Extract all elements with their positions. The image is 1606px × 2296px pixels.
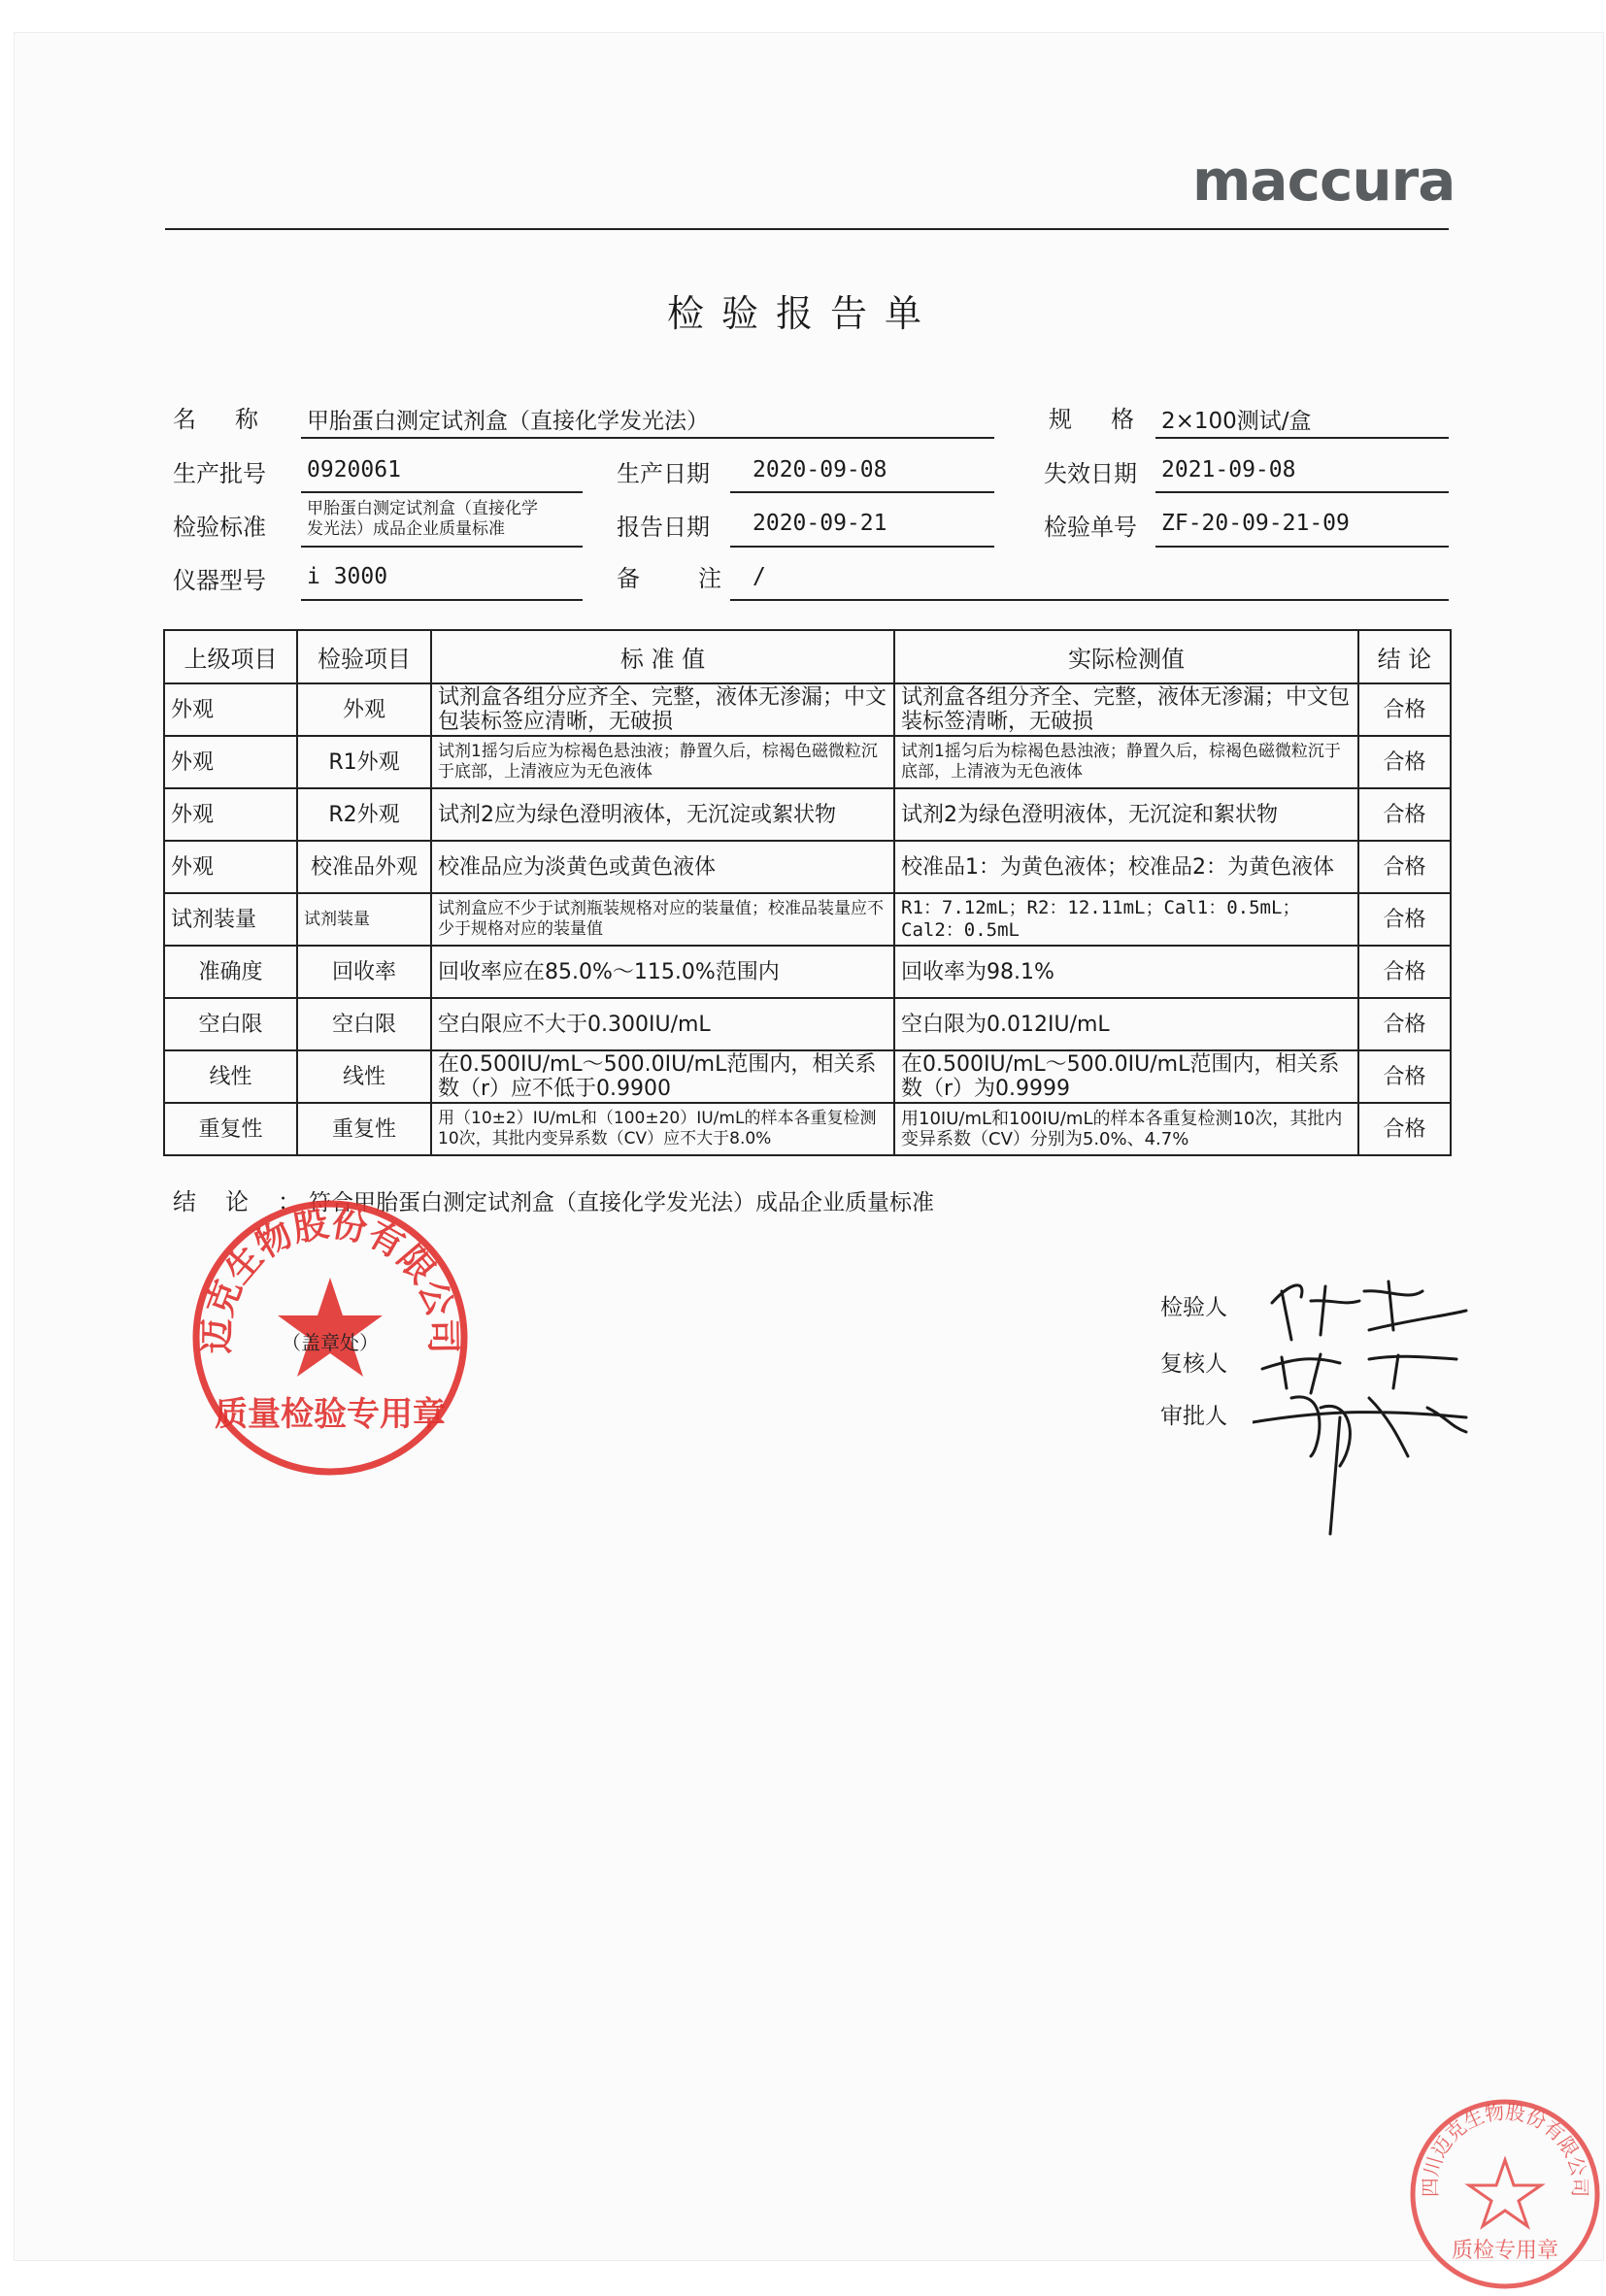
standard-cell: 在0.500IU/mL～500.0IU/mL范围内，相关系数（r）应不低于0.9900: [431, 1050, 894, 1103]
remark-value: /: [753, 564, 766, 589]
result-cell: 合格: [1358, 1050, 1451, 1103]
result-cell: 合格: [1358, 946, 1451, 998]
item-cell: 外观: [297, 683, 431, 736]
standard-cell: 校准品应为淡黄色或黄色液体: [431, 841, 894, 893]
parent-cell: 试剂装量: [164, 893, 297, 946]
result-cell: 合格: [1358, 788, 1451, 841]
name-value: 甲胎蛋白测定试剂盒（直接化学发光法）: [307, 409, 709, 434]
standard-cell: 试剂盒各组分应齐全、完整，液体无渗漏；中文包装标签应清晰，无破损: [431, 683, 894, 736]
actual-cell: 试剂盒各组分齐全、完整，液体无渗漏；中文包装标签清晰，无破损: [894, 683, 1358, 736]
standard-value-line-2: 发光法）成品企业质量标准: [307, 519, 505, 539]
inspector-label: 检验人: [1160, 1295, 1227, 1320]
name-underline: [301, 437, 994, 439]
result-cell: 合格: [1358, 893, 1451, 946]
stamp2-text-top: 四川迈克生物股份有限公司: [1418, 2100, 1592, 2198]
parent-cell: 准确度: [164, 946, 297, 998]
item-cell: R1外观: [297, 736, 431, 788]
item-cell: 试剂装量: [297, 893, 431, 946]
report-date-underline: [730, 546, 994, 548]
item-cell: 线性: [297, 1050, 431, 1103]
standard-cell: 试剂2应为绿色澄明液体，无沉淀或絮状物: [431, 788, 894, 841]
report-no-value: ZF-20-09-21-09: [1161, 511, 1350, 536]
table-header-row: [164, 630, 1451, 683]
standard-value: [307, 499, 538, 540]
remark-underline: [730, 599, 1449, 601]
table-row: [164, 1103, 1451, 1155]
item-cell: 空白限: [297, 998, 431, 1050]
spec-value: 2×100测试/盒: [1161, 409, 1312, 434]
approver-signature: [1253, 1397, 1466, 1534]
actual-cell: 在0.500IU/mL～500.0IU/mL范围内，相关系数（r）为0.9999: [894, 1050, 1358, 1103]
prod-date-label: 生产日期: [617, 460, 710, 487]
result-cell: 合格: [1358, 736, 1451, 788]
table-row: [164, 1050, 1451, 1103]
report-title: 检验报告单: [666, 292, 939, 335]
table-row: [164, 736, 1451, 788]
parent-cell: 外观: [164, 841, 297, 893]
parent-cell: 重复性: [164, 1103, 297, 1155]
conclusion-value: 符合甲胎蛋白测定试剂盒（直接化学发光法）成品企业质量标准: [309, 1190, 934, 1215]
table-row: [164, 998, 1451, 1050]
header-actual: 实际检测值: [894, 630, 1358, 683]
quality-stamp: [184, 1192, 476, 1483]
conclusion-label: 结论：: [173, 1188, 330, 1215]
standard-value-line-1: 甲胎蛋白测定试剂盒（直接化学: [307, 499, 538, 518]
table-row: [164, 946, 1451, 998]
actual-cell: 回收率为98.1%: [894, 946, 1358, 998]
stamp-star-icon: [278, 1278, 383, 1377]
table-row: [164, 841, 1451, 893]
report-no-label: 检验单号: [1044, 514, 1137, 541]
batch-underline: [301, 491, 583, 493]
result-cell: 合格: [1358, 1103, 1451, 1155]
secondary-stamp: [1403, 2092, 1606, 2296]
svg-text:四川迈克生物股份有限公司: [1419, 2100, 1591, 2197]
header-standard: 标 准 值: [431, 630, 894, 683]
standard-cell: 空白限应不大于0.300IU/mL: [431, 998, 894, 1050]
result-cell: 合格: [1358, 998, 1451, 1050]
item-cell: 重复性: [297, 1103, 431, 1155]
parent-cell: 外观: [164, 788, 297, 841]
instrument-label: 仪器型号: [173, 567, 266, 594]
expiry-label: 失效日期: [1044, 460, 1137, 487]
standard-underline: [301, 546, 583, 548]
header-divider: [165, 228, 1449, 230]
name-label: 名 称: [173, 406, 266, 433]
parent-cell: 外观: [164, 683, 297, 736]
signatures: [1253, 1262, 1486, 1553]
prod-date-value: 2020-09-08: [753, 457, 887, 482]
standard-cell: 试剂盒应不少于试剂瓶装规格对应的装量值；校准品装量应不少于规格对应的装量值: [431, 893, 894, 946]
result-cell: 合格: [1358, 841, 1451, 893]
parent-cell: 线性: [164, 1050, 297, 1103]
results-table: [163, 629, 1452, 1156]
stamp2-text-bottom: 质检专用章: [1451, 2239, 1559, 2263]
actual-cell: 空白限为0.012IU/mL: [894, 998, 1358, 1050]
standard-label: 检验标准: [173, 514, 266, 541]
approver-label: 审批人: [1160, 1404, 1227, 1429]
stamp-text-top: 迈克生物股份有限公司: [196, 1203, 464, 1354]
instrument-underline: [301, 599, 583, 601]
header-test-item: 检验项目: [297, 630, 431, 683]
header-parent-item: 上级项目: [164, 630, 297, 683]
parent-cell: 外观: [164, 736, 297, 788]
stamp-note: （盖章处）: [282, 1331, 379, 1354]
actual-cell: 试剂1摇匀后为棕褐色悬浊液；静置久后，棕褐色磁微粒沉于底部，上清液为无色液体: [894, 736, 1358, 788]
report-no-underline: [1155, 546, 1449, 548]
item-cell: 校准品外观: [297, 841, 431, 893]
maccura-logo: maccura: [1192, 148, 1455, 214]
instrument-value: i 3000: [307, 564, 388, 589]
table-row: [164, 788, 1451, 841]
report-date-label: 报告日期: [617, 514, 710, 541]
reviewer-signature: [1262, 1354, 1456, 1393]
stamp2-star-icon: [1469, 2160, 1541, 2226]
actual-cell: R1：7.12mL；R2：12.11mL；Cal1：0.5mL；Cal2：0.5mL: [894, 893, 1358, 946]
item-cell: R2外观: [297, 788, 431, 841]
remark-label: 备 注: [617, 565, 739, 592]
spec-label: 规 格: [1049, 406, 1142, 433]
prod-date-underline: [730, 491, 994, 493]
standard-cell: 试剂1摇匀后应为棕褐色悬浊液；静置久后，棕褐色磁微粒沉于底部，上清液应为无色液体: [431, 736, 894, 788]
expiry-underline: [1155, 491, 1449, 493]
report-date-value: 2020-09-21: [753, 511, 887, 536]
result-cell: 合格: [1358, 683, 1451, 736]
expiry-value: 2021-09-08: [1161, 457, 1296, 482]
inspector-signature: [1272, 1281, 1466, 1340]
parent-cell: 空白限: [164, 998, 297, 1050]
standard-cell: 回收率应在85.0%～115.0%范围内: [431, 946, 894, 998]
spec-underline: [1155, 437, 1449, 439]
table-row: [164, 683, 1451, 736]
table-row: [164, 893, 1451, 946]
batch-value: 0920061: [307, 457, 401, 482]
batch-label: 生产批号: [173, 460, 266, 487]
reviewer-label: 复核人: [1160, 1351, 1227, 1377]
actual-cell: 试剂2为绿色澄明液体，无沉淀和絮状物: [894, 788, 1358, 841]
actual-cell: 校准品1：为黄色液体；校准品2：为黄色液体: [894, 841, 1358, 893]
stamp-text-bottom: 质量检验专用章: [215, 1395, 446, 1434]
standard-cell: 用（10±2）IU/mL和（100±20）IU/mL的样本各重复检测10次，其批内变异系数（CV）应不大于8.0%: [431, 1103, 894, 1155]
item-cell: 回收率: [297, 946, 431, 998]
header-result: 结 论: [1358, 630, 1451, 683]
actual-cell: 用10IU/mL和100IU/mL的样本各重复检测10次，其批内变异系数（CV）分别为5.0%、4.7%: [894, 1103, 1358, 1155]
